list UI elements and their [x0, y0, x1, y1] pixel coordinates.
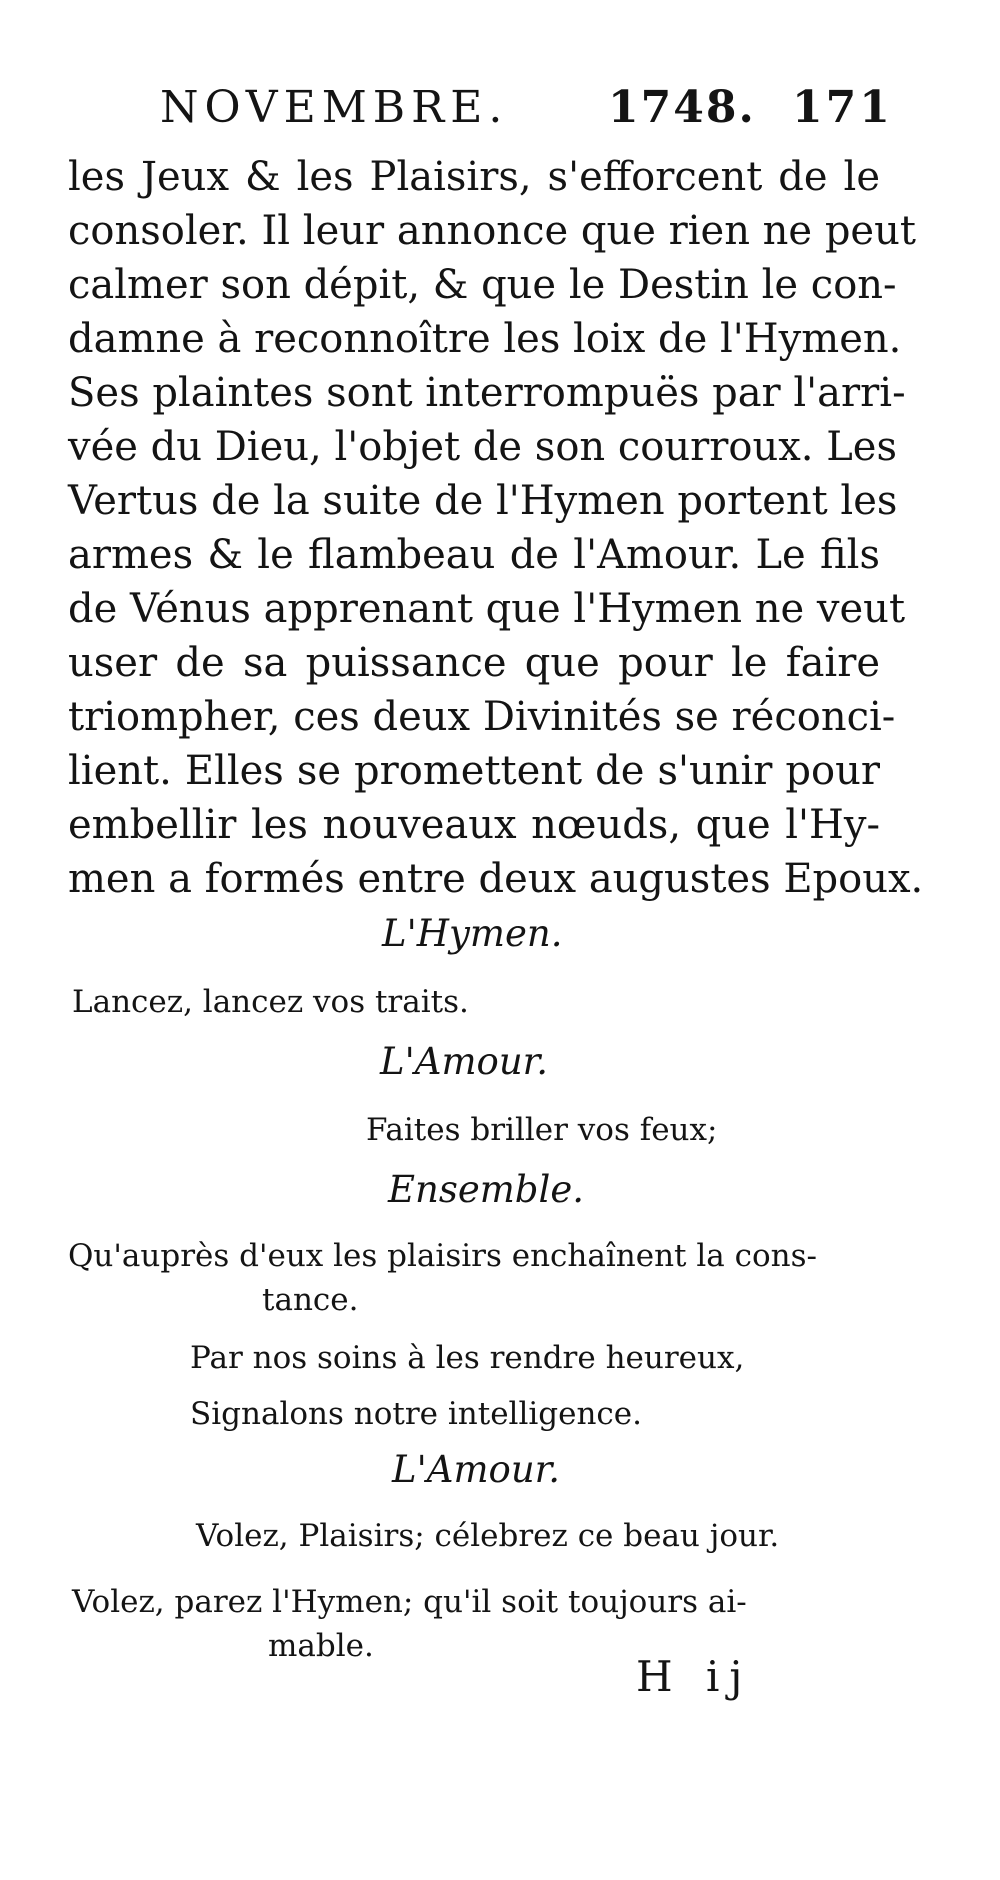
- prose-line: calmer son dépit, & que le Destin le con-: [68, 262, 897, 308]
- verse-line: Qu'auprès d'eux les plaisirs enchaînent la cons-: [68, 1238, 817, 1274]
- verse-line: Par nos soins à les rendre heureux,: [190, 1340, 745, 1376]
- speaker-amour: L'Amour.: [380, 1040, 549, 1083]
- page-number: 171: [792, 82, 893, 133]
- verse-line-continuation: tance.: [262, 1282, 359, 1318]
- verse-line: Faites briller vos feux;: [366, 1112, 718, 1148]
- speaker-hymen: L'Hymen.: [382, 912, 563, 955]
- prose-line: consoler. Il leur annonce que rien ne peut: [68, 208, 916, 254]
- signature-mark: H ij: [636, 1652, 753, 1701]
- prose-line: lient. Elles se promettent de s'unir pour: [68, 748, 880, 794]
- header-month: NOVEMBRE.: [160, 82, 509, 133]
- prose-line: les Jeux & les Plaisirs, s'efforcent de le: [68, 154, 880, 200]
- verse-line: Volez, parez l'Hymen; qu'il soit toujours ai-: [72, 1584, 747, 1620]
- header-year: 1748.: [608, 82, 756, 133]
- verse-line: Lancez, lancez vos traits.: [72, 984, 469, 1020]
- prose-line: embellir les nouveaux nœuds, que l'Hy-: [68, 802, 880, 848]
- prose-line: de Vénus apprenant que l'Hymen ne veut: [68, 586, 906, 632]
- prose-line: damne à reconnoître les loix de l'Hymen.: [68, 316, 902, 362]
- prose-line: Ses plaintes sont interrompuës par l'arri-: [68, 370, 906, 416]
- prose-line: triompher, ces deux Divinités se réconci-: [68, 694, 896, 740]
- prose-line: Vertus de la suite de l'Hymen portent les: [68, 478, 898, 524]
- prose-line: vée du Dieu, l'objet de son courroux. Les: [68, 424, 897, 470]
- prose-line: armes & le flambeau de l'Amour. Le fils: [68, 532, 880, 578]
- speaker-ensemble: Ensemble.: [388, 1168, 584, 1211]
- verse-line: Volez, Plaisirs; célebrez ce beau jour.: [196, 1518, 780, 1554]
- verse-line: Signalons notre intelligence.: [190, 1396, 642, 1432]
- verse-line-continuation: mable.: [268, 1628, 374, 1664]
- prose-line: men a formés entre deux augustes Epoux.: [68, 856, 924, 902]
- running-header: [160, 72, 893, 142]
- speaker-amour: L'Amour.: [392, 1448, 561, 1491]
- prose-line: user de sa puissance que pour le faire: [68, 640, 880, 686]
